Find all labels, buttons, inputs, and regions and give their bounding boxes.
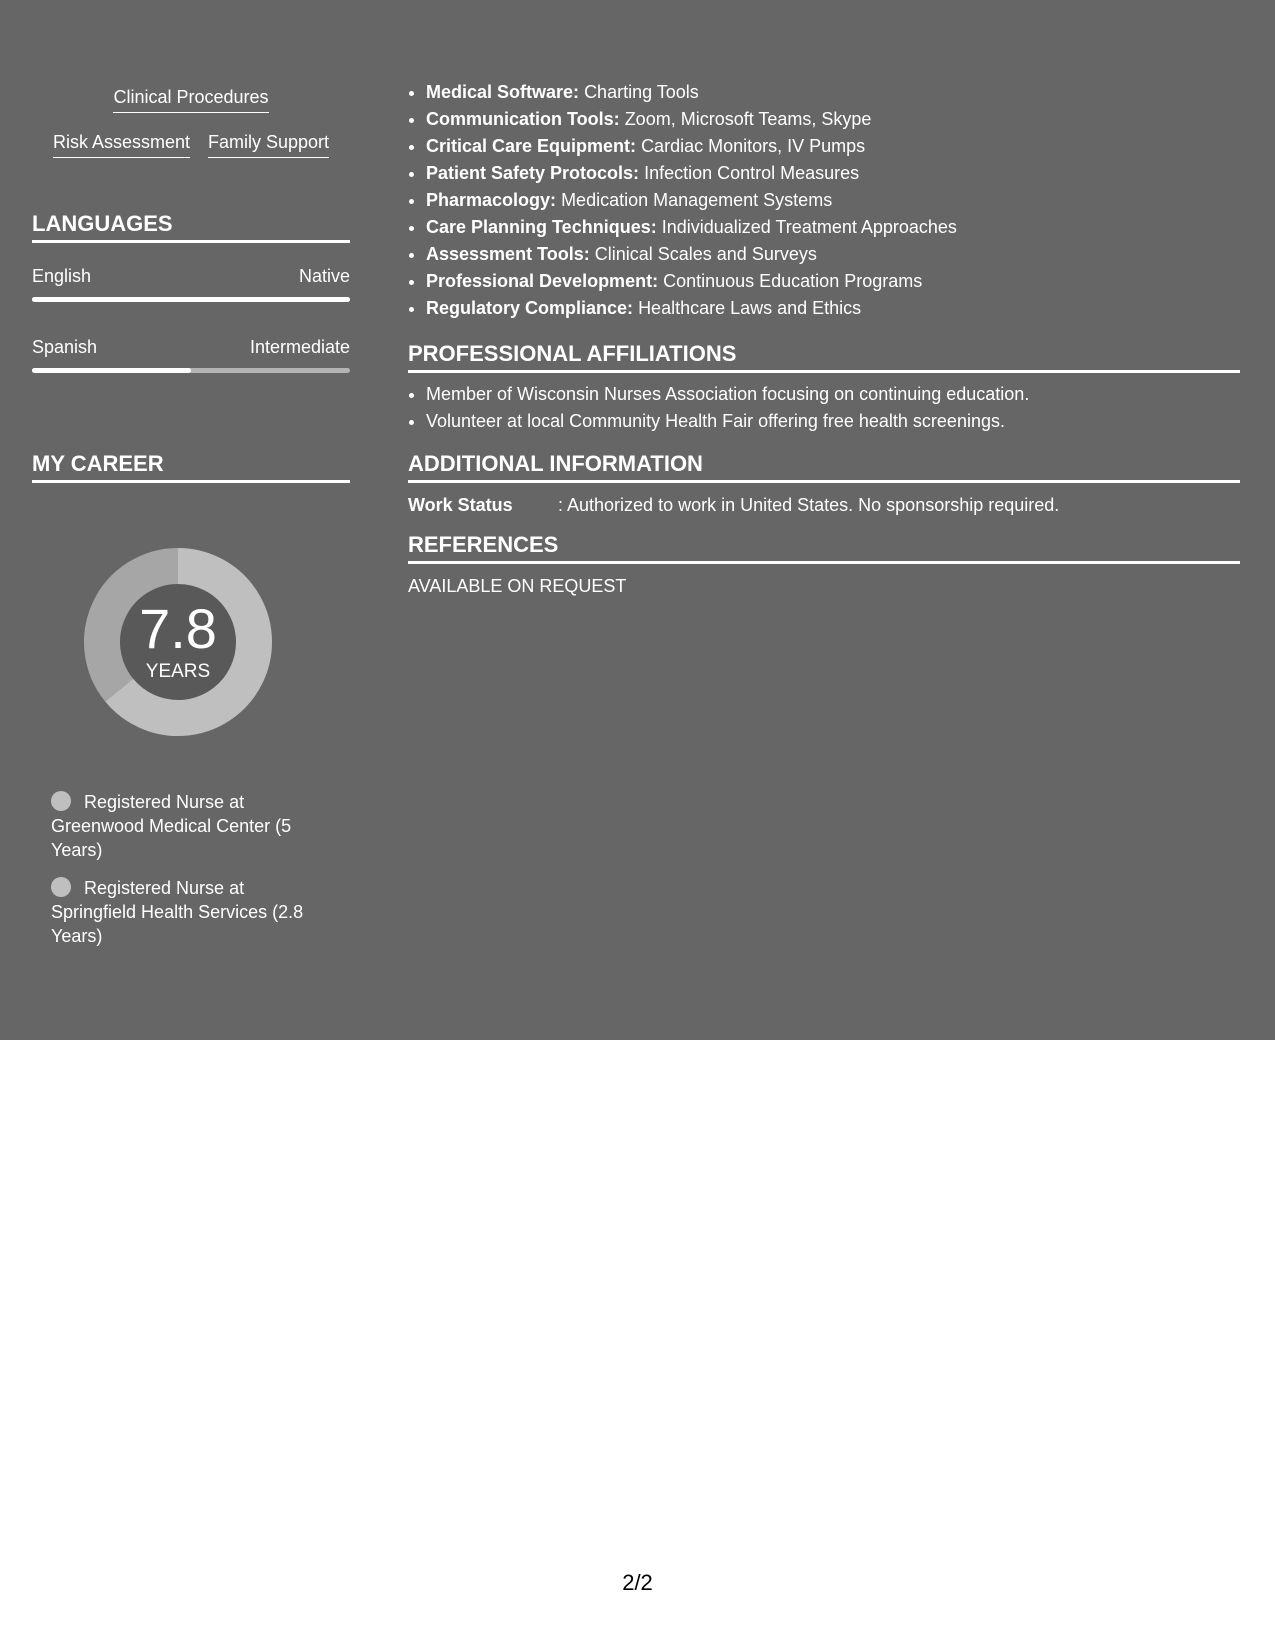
career-total-value: 7.8: [139, 597, 217, 660]
list-item: • Member of Wisconsin Nurses Association focusing on continuing education.: [426, 381, 1240, 408]
language-level-fill: [32, 297, 350, 302]
list-item: • Medical Software: Charting Tools: [426, 79, 957, 106]
languages-section: [32, 210, 350, 373]
list-item: • Communication Tools: Zoom, Microsoft Teams, Skype: [426, 106, 957, 133]
language-name: Spanish: [32, 337, 98, 357]
language-item: [32, 336, 350, 373]
references-text: AVAILABLE ON REQUEST: [408, 576, 627, 596]
list-item: • Care Planning Techniques: Individualized Treatment Approaches: [426, 214, 957, 241]
bullet-dot-icon: [51, 877, 71, 897]
language-level: Intermediate: [249, 337, 350, 357]
work-status-row: [408, 493, 1240, 517]
skill-tags: [32, 86, 350, 176]
career-list: [51, 790, 321, 962]
languages-title: LANGUAGES: [32, 210, 350, 243]
work-status-label: Work Status: [408, 495, 513, 515]
skill-tag: Clinical Procedures: [113, 86, 268, 113]
skill-tag: Risk Assessment: [53, 131, 190, 158]
references-section: [408, 531, 1240, 598]
bullet-dot-icon: [51, 791, 71, 811]
technical-skills-list: [408, 79, 957, 322]
list-item: • Pharmacology: Medication Management Systems: [426, 187, 957, 214]
skill-tag: Family Support: [208, 131, 329, 158]
affiliations-title: PROFESSIONAL AFFILIATIONS: [408, 340, 1240, 373]
language-level-fill: [32, 368, 191, 373]
list-item: • Critical Care Equipment: Cardiac Monitors, IV Pumps: [426, 133, 957, 160]
career-item: Registered Nurse at Springfield Health Services (2.8 Years): [51, 878, 304, 946]
language-name: English: [32, 266, 92, 286]
references-title: REFERENCES: [408, 531, 1240, 564]
list-item: • Regulatory Compliance: Healthcare Laws and Ethics: [426, 295, 957, 322]
language-item: [32, 265, 350, 302]
career-donut-chart: [66, 530, 290, 754]
affiliations-list: [408, 381, 1240, 435]
additional-info-section: [408, 450, 1240, 517]
career-total-unit: YEARS: [145, 661, 211, 682]
career-section: [32, 450, 350, 946]
work-status-value: : Authorized to work in United States. No sponsorship required.: [558, 495, 1060, 515]
page-number: 2/2: [622, 1570, 653, 1595]
list-item: • Patient Safety Protocols: Infection Control Measures: [426, 160, 957, 187]
career-item: Registered Nurse at Greenwood Medical Center (5 Years): [51, 792, 292, 860]
affiliations-section: [408, 340, 1240, 435]
language-level-bar: [32, 297, 350, 302]
career-title: MY CAREER: [32, 450, 350, 483]
list-item: • Professional Development: Continuous Education Programs: [426, 268, 957, 295]
list-item: • Assessment Tools: Clinical Scales and Surveys: [426, 241, 957, 268]
language-level: Native: [298, 266, 350, 286]
language-level-bar: [32, 368, 350, 373]
list-item: • Volunteer at local Community Health Fair offering free health screenings.: [426, 408, 1240, 435]
additional-info-title: ADDITIONAL INFORMATION: [408, 450, 1240, 483]
